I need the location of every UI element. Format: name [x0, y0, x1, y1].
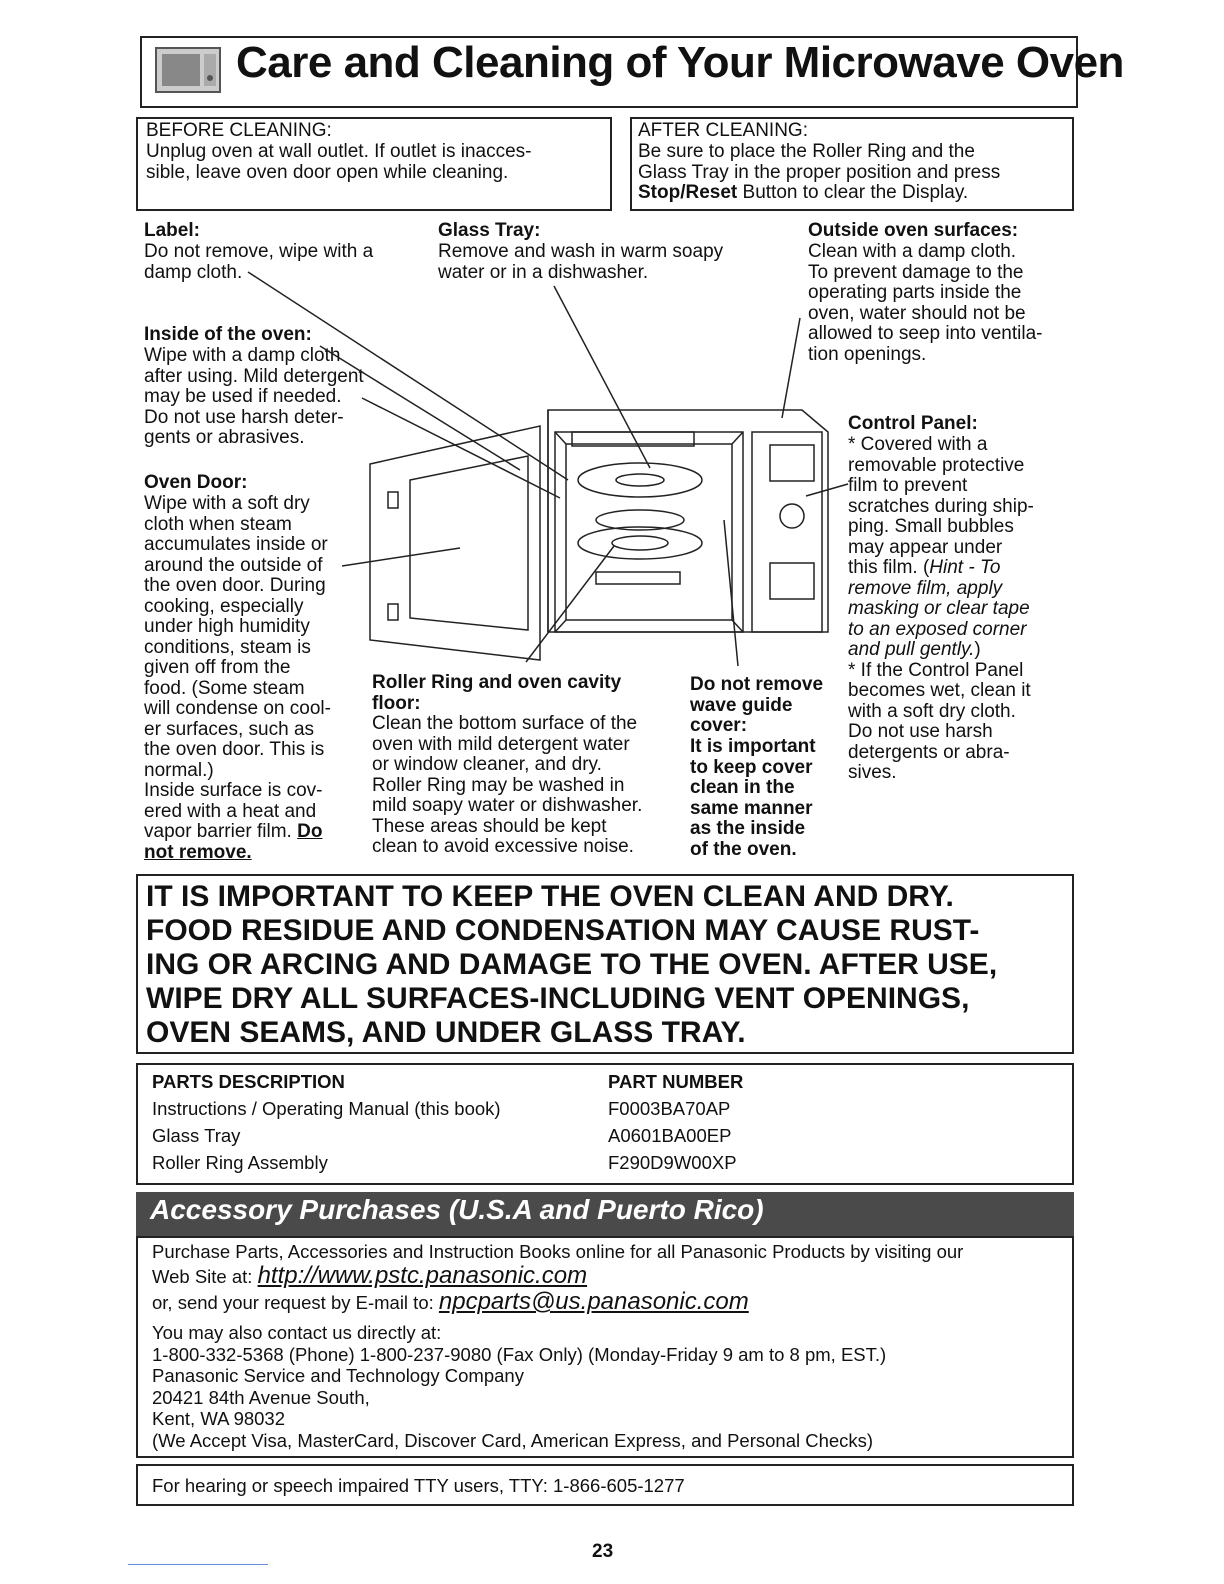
- web-site-link[interactable]: http://www.pstc.panasonic.com: [257, 1262, 588, 1289]
- roller-ring-text: Clean the bottom surface of the oven with mild detergent water or window cleaner, and dry. Roller Ring may be washed in mild soapy water or dishwasher. These areas should be kept clean to avoid excessive noise.: [372, 713, 643, 857]
- parts-col-desc: PARTS DESCRIPTION: [152, 1071, 345, 1092]
- footer-rule: [128, 1564, 268, 1565]
- control-panel-text-2: ): [974, 639, 981, 660]
- control-panel-text-3: * If the Control Panel becomes wet, clean it with a soft dry cloth. Do not use harsh detergents or abra- sives.: [848, 659, 1031, 783]
- inside-text: Wipe with a damp cloth after using. Mild detergent may be used if needed. Do not use harsh deter- gents or abrasives.: [144, 345, 364, 448]
- page-title: Care and Cleaning of Your Microwave Oven: [236, 38, 1124, 87]
- accessory-banner-title: Accessory Purchases (U.S.A and Puerto Rico): [150, 1194, 764, 1225]
- after-cleaning-heading: AFTER CLEANING:: [638, 120, 808, 141]
- page-number: 23: [592, 1541, 614, 1562]
- wave-guide-heading: Do not remove wave guide cover:: [690, 674, 824, 736]
- email-prefix: or, send your request by E-mail to:: [152, 1292, 439, 1313]
- outside-heading: Outside oven surfaces:: [808, 220, 1019, 241]
- oven-door-body: Wipe with a soft dry cloth when steam accumulates inside or around the outside of the oven door. During cooking, especially under high humidity conditions, steam is given off from the food. (Some steam will condense on cool- er surfaces, such as the oven door. This is normal.) Inside surface is cov- ered with a heat and vapor barrier film.: [144, 493, 331, 842]
- parts-row-desc: Glass Tray: [152, 1125, 241, 1146]
- parts-row-num: A0601BA00EP: [608, 1125, 732, 1146]
- control-panel-heading: Control Panel:: [848, 413, 978, 434]
- after-cleaning-text-1: Be sure to place the Roller Ring and the Glass Tray in the proper position and press: [638, 141, 1001, 183]
- inside-heading: Inside of the oven:: [144, 324, 312, 345]
- email-link[interactable]: npcparts@us.panasonic.com: [438, 1288, 749, 1315]
- web-prefix: Web Site at:: [152, 1266, 258, 1287]
- tty-text: For hearing or speech impaired TTY users, TTY: 1-866-605-1277: [152, 1475, 685, 1496]
- oven-door-emph-2: not remove.: [144, 841, 252, 863]
- label-text: Do not remove, wipe with a damp cloth.: [144, 241, 374, 283]
- oven-door-emph-1: Do: [297, 821, 323, 842]
- contact-line1: Purchase Parts, Accessories and Instruction Books online for all Panasonic Products by visiting our: [152, 1241, 964, 1262]
- parts-col-num: PART NUMBER: [608, 1071, 744, 1092]
- after-cleaning-text-2: Button to clear the Display.: [737, 182, 969, 203]
- control-panel-hint: Hint - To remove film, apply masking or clear tape to an exposed corner and pull gently.: [848, 557, 1030, 660]
- roller-ring-heading: Roller Ring and oven cavity floor:: [372, 672, 622, 714]
- web-site-line: [152, 1262, 587, 1290]
- parts-row-num: F0003BA70AP: [608, 1098, 731, 1119]
- oven-door-heading: Oven Door:: [144, 472, 248, 493]
- stop-reset-label: Stop/Reset: [638, 182, 738, 203]
- before-cleaning-heading: BEFORE CLEANING:: [146, 120, 332, 141]
- control-panel-text-1: * Covered with a removable protective film to prevent scratches during ship- ping. Small bubbles may appear under this film. (: [848, 434, 1034, 578]
- parts-row-desc: Instructions / Operating Manual (this book): [152, 1098, 501, 1119]
- glass-tray-heading: Glass Tray:: [438, 220, 541, 241]
- parts-row-desc: Roller Ring Assembly: [152, 1152, 328, 1173]
- wave-guide-text: It is important to keep cover clean in the same manner as the inside of the oven.: [690, 736, 816, 860]
- before-cleaning-text: Unplug oven at wall outlet. If outlet is inacces- sible, leave oven door open while cleaning.: [146, 141, 532, 183]
- label-heading: Label:: [144, 220, 200, 241]
- contact-body: You may also contact us directly at: 1-800-332-5368 (Phone) 1-800-237-9080 (Fax Only) (Monday-Friday 9 am to 8 pm, EST.) Panasonic Service and Technology Company 20421 84th Avenue South, Kent, WA 98032 (We Accept Visa, MasterCard, Discover Card, American Express, and Personal Checks): [152, 1322, 887, 1451]
- parts-row-num: F290D9W00XP: [608, 1152, 737, 1173]
- warning-text: IT IS IMPORTANT TO KEEP THE OVEN CLEAN AND DRY. FOOD RESIDUE AND CONDENSATION MAY CAUSE RUST- ING OR ARCING AND DAMAGE TO THE OVEN. AFTER USE, WIPE DRY ALL SURFACES-INCLUDING VENT OPENINGS, OVEN SEAMS, AND UNDER GLASS TRAY.: [146, 880, 998, 1049]
- outside-text: Clean with a damp cloth. To prevent damage to the operating parts inside the oven, water should not be allowed to seep into ventila- tion openings.: [808, 241, 1043, 365]
- email-line: [152, 1288, 749, 1316]
- glass-tray-text: Remove and wash in warm soapy water or in a dishwasher.: [438, 241, 724, 283]
